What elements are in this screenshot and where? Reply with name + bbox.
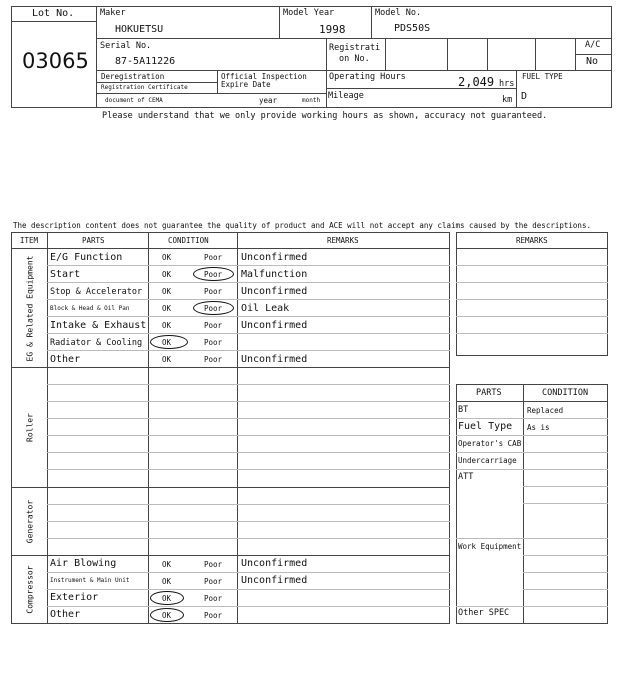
eg-row-part: Other [50,354,81,365]
compressor-row-remark: Unconfirmed [241,575,308,586]
official-inspection-label: Official Inspection [221,72,307,81]
att-label: ATT [458,472,474,482]
compressor-row-ok: OK [162,611,172,620]
ac-value: No [586,56,599,67]
eg-row-poor: Poor [204,355,223,364]
work-equipment-label: Work Equipment [458,542,522,551]
selection-oval [150,335,188,349]
undercarriage-label: Undercarriage [458,456,517,465]
month-label: month [302,97,321,104]
year-label: year [259,96,278,105]
eg-row-ok: OK [162,338,172,347]
section-eg-label: EG & Related Equipment [25,255,35,362]
serial-label: Serial No. [100,41,152,51]
compressor-row-poor: Poor [204,577,223,586]
selection-oval [150,608,184,622]
eg-row-remark: Unconfirmed [241,354,308,365]
disclaimer-text: The description content does not guarantee the quality of product and ACE will not accept any claims caused by the descriptions. [13,221,591,230]
maker-value: HOKUETSU [115,24,164,35]
eg-row-ok: OK [162,304,172,313]
lot-number: 03065 [22,49,89,73]
bt-label: BT [458,405,469,415]
col-remarks-header: REMARKS [327,236,359,245]
eg-row-part: Stop & Accelerator [50,287,143,297]
compressor-row-part: Instrument & Main Unit [50,577,130,584]
compressor-row-part: Other [50,609,81,620]
model-year-value: 1998 [319,23,346,36]
col-item-header: ITEM [20,236,39,245]
eg-row-poor: Poor [204,253,223,262]
compressor-row-part: Air Blowing [50,558,117,569]
eg-row-part: Start [50,269,81,280]
eg-row-ok: OK [162,355,172,364]
model-year-label: Model Year [283,8,335,18]
ac-label: A/C [585,40,601,50]
compressor-row-part: Exterior [50,592,99,603]
parts-header: PARTS [476,388,502,398]
eg-row-ok: OK [162,270,172,279]
eg-row-remark: Oil Leak [241,303,290,314]
col-condition-header: CONDITION [168,236,209,245]
hrs-label: hrs [499,79,515,89]
compressor-row-remark: Unconfirmed [241,558,308,569]
registration-label-2: on No. [339,54,370,64]
compressor-row-poor: Poor [204,560,223,569]
mileage-label: Mileage [328,91,364,101]
bt-value: Replaced [527,406,564,415]
fuel-type-panel-value: As is [527,423,550,432]
eg-row-ok: OK [162,253,172,262]
expire-date-label: Expire Date [221,80,271,89]
compressor-row-poor: Poor [204,594,223,603]
operators-cab-label: Operator's CAB [458,439,522,448]
operating-hours-value: 2,049 [458,75,495,89]
eg-row-part: Radiator & Cooling [50,338,143,348]
eg-row-remark: Unconfirmed [241,286,308,297]
section-compressor-label: Compressor [25,565,35,614]
maker-label: Maker [100,8,126,18]
fuel-type-value: D [521,91,528,102]
right-remarks-header: REMARKS [516,236,548,245]
eg-row-poor: Poor [204,270,223,279]
selection-oval [193,267,234,281]
deregistration-label: Deregistration [101,72,165,81]
condition-header: CONDITION [542,388,589,398]
compressor-row-ok: OK [162,560,172,569]
section-roller-label: Roller [25,413,35,442]
selection-oval [150,591,184,605]
model-no-value: PDS50S [394,23,431,34]
eg-row-remark: Unconfirmed [241,252,308,263]
model-no-label: Model No. [375,8,422,18]
notice-text: Please understand that we only provide working hours as shown, accuracy not guaranteed. [102,111,548,121]
other-spec-label: Other SPEC [458,608,510,618]
lot-label: Lot No. [32,8,75,19]
operating-hours-label: Operating Hours [329,72,406,82]
serial-value: 87-5A11226 [115,56,176,67]
fuel-type-label: FUEL TYPE [522,72,563,81]
eg-row-part: Intake & Exhaust [50,320,147,331]
eg-row-poor: Poor [204,338,223,347]
eg-row-poor: Poor [204,321,223,330]
registration-certificate-label: Registration Certificate [101,84,188,91]
selection-oval [193,301,234,315]
km-label: km [502,95,513,105]
eg-row-part: E/G Function [50,252,123,263]
compressor-row-poor: Poor [204,611,223,620]
eg-row-part: Block & Head & Oil Pan [50,305,130,312]
eg-row-remark: Unconfirmed [241,320,308,331]
registration-label: Registrati [329,43,381,53]
col-parts-header: PARTS [82,236,105,245]
eg-row-poor: Poor [204,304,223,313]
fuel-type-panel-label: Fuel Type [458,421,513,432]
compressor-row-ok: OK [162,594,172,603]
eg-row-ok: OK [162,287,172,296]
eg-row-poor: Poor [204,287,223,296]
section-generator-label: Generator [25,499,35,544]
eg-row-remark: Malfunction [241,269,308,280]
eg-row-ok: OK [162,321,172,330]
compressor-row-ok: OK [162,577,172,586]
document-of-cema-label: document of CEMA [105,97,163,104]
